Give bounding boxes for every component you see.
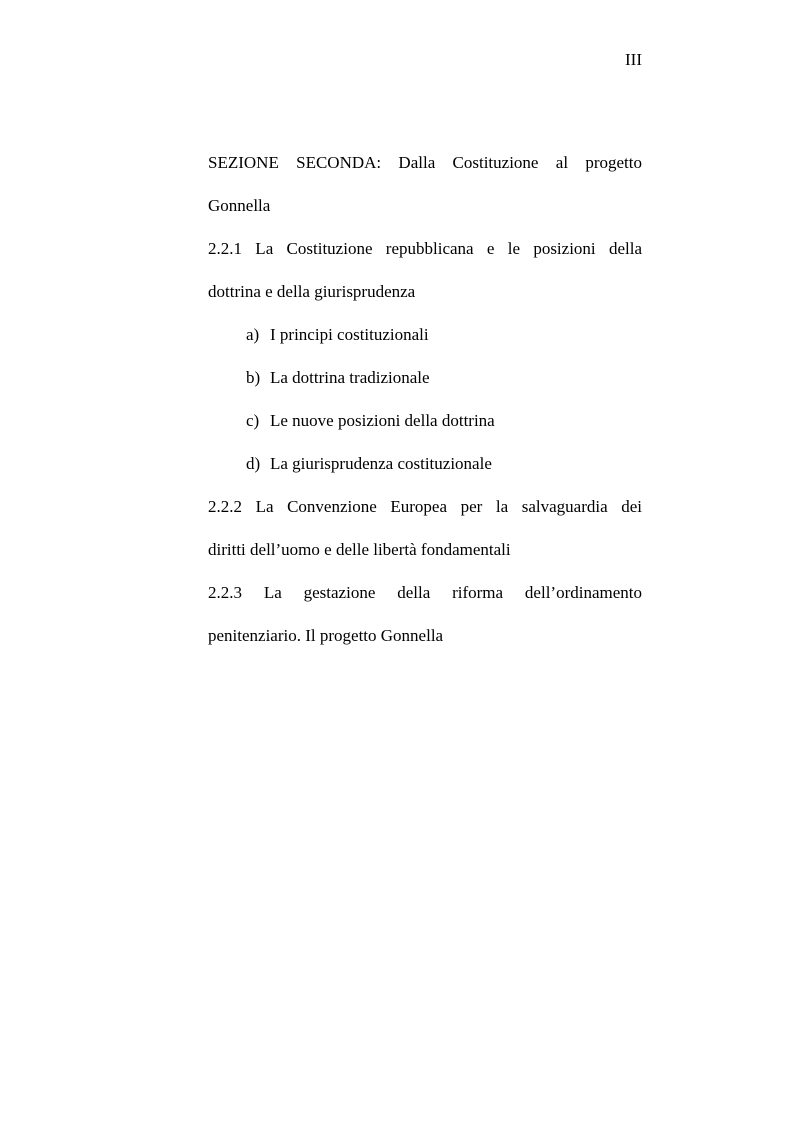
toc-entry-2-2-3 xyxy=(208,581,642,648)
toc-entry-2-2-1 xyxy=(208,237,642,304)
toc-entry-2-2-1-line-1: 2.2.1 La Costituzione repubblicana e le posizioni della xyxy=(208,239,642,258)
toc-subitem-a-marker: a) xyxy=(246,325,260,344)
toc-entry-2-2-1-line-2: dottrina e della giurisprudenza xyxy=(208,282,416,301)
toc-subitem-c xyxy=(246,409,642,433)
toc-subitem-d-text: La giurisprudenza costituzionale xyxy=(270,454,492,473)
toc-entry-2-2-3-line-2: penitenziario. Il progetto Gonnella xyxy=(208,626,444,645)
toc-subitem-d xyxy=(246,452,642,476)
toc-subitem-c-text: Le nuove posizioni della dottrina xyxy=(270,411,495,430)
toc-subitem-b-marker: b) xyxy=(246,368,261,387)
toc-subitem-b xyxy=(246,366,642,390)
toc-subitem-c-marker: c) xyxy=(246,411,260,430)
toc-entry-2-2-2-line-2: diritti dell’uomo e delle libertà fondamentali xyxy=(208,540,511,559)
toc-subitem-a-text: I principi costituzionali xyxy=(270,325,429,344)
toc-section-title xyxy=(208,151,642,218)
toc-entry-2-2-2-line-1: 2.2.2 La Convenzione Europea per la salvaguardia dei xyxy=(208,497,642,516)
page-number: III xyxy=(625,50,642,69)
toc-subitem-a xyxy=(246,323,642,347)
toc-subitem-d-marker: d) xyxy=(246,454,261,473)
toc-entry-2-2-2 xyxy=(208,495,642,562)
table-of-contents xyxy=(208,151,642,648)
toc-entry-2-2-3-line-1: 2.2.3 La gestazione della riforma dell’ordinamento xyxy=(208,583,642,602)
toc-section-title-line-1: SEZIONE SECONDA: Dalla Costituzione al progetto xyxy=(208,153,642,172)
toc-subitem-b-text: La dottrina tradizionale xyxy=(270,368,430,387)
toc-section-title-line-2: Gonnella xyxy=(208,196,271,215)
